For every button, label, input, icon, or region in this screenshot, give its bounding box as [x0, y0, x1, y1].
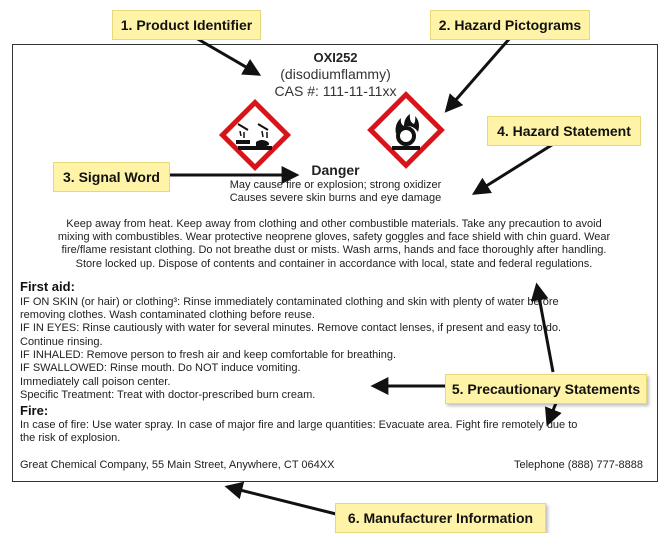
arrow-hazard-statement: [475, 143, 555, 193]
first-aid-line: Immediately call poison center.: [20, 376, 171, 388]
label-hazard-statement: 4. Hazard Statement: [487, 116, 641, 146]
product-chemical: (disodiumflammy): [280, 66, 391, 82]
hazard-statement-1: May cause fire or explosion; strong oxidizer: [229, 179, 442, 191]
label-precautionary-statements: 5. Precautionary Statements: [445, 374, 647, 404]
precaution-line: fire/flame resistant clothing. Do not breathe dust or mists. Wash arms, hands and face thoroughly after handling.: [61, 244, 607, 256]
first-aid-line: IF SWALLOWED: Rinse mouth. Do NOT induce vomiting.: [20, 362, 301, 374]
manufacturer-address: Great Chemical Company, 55 Main Street, Anywhere, CT 064XX: [20, 459, 335, 471]
first-aid-heading: First aid:: [20, 279, 75, 294]
first-aid-line: removing clothes. Wash contaminated clothing before reuse.: [20, 309, 315, 321]
product-name: OXI252: [313, 50, 358, 65]
hazard-statement-2: Causes severe skin burns and eye damage: [229, 192, 442, 204]
fire-line: the risk of explosion.: [20, 432, 121, 444]
arrow-precaution-up: [537, 286, 553, 372]
arrow-manufacturer: [228, 487, 336, 514]
label-manufacturer-information: 6. Manufacturer Information: [335, 503, 546, 533]
product-cas: CAS #: 111-11-11xx: [274, 83, 397, 99]
label-signal-word: 3. Signal Word: [53, 162, 170, 192]
fire-heading: Fire:: [20, 403, 49, 418]
first-aid-line: Continue rinsing.: [20, 336, 103, 348]
manufacturer-phone: Telephone (888) 777-8888: [513, 459, 643, 471]
label-product-identifier: 1. Product Identifier: [112, 10, 261, 40]
arrow-product-identifier: [196, 38, 258, 74]
label-hazard-pictograms: 2. Hazard Pictograms: [430, 10, 590, 40]
first-aid-line: IF IN EYES: Rinse cautiously with water for several minutes. Remove contact lenses, if present and easy to do.: [20, 322, 562, 334]
first-aid-line: Specific Treatment: Treat with doctor-prescribed burn cream.: [20, 389, 316, 401]
precaution-line: Store locked up. Dispose of contents and container in accordance with local, state and federal regulations.: [75, 258, 593, 270]
first-aid-line: IF ON SKIN (or hair) or clothing³: Rinse immediately contaminated clothing and skin with plenty of water before: [20, 296, 559, 308]
precaution-line: Keep away from heat. Keep away from clothing and other combustible materials. Take any precaution to avoid: [66, 218, 602, 230]
first-aid-line: IF INHALED: Remove person to fresh air and keep comfortable for breathing.: [20, 349, 397, 361]
arrow-hazard-pictograms: [447, 38, 510, 110]
fire-line: In case of fire: Use water spray. In case of major fire and large quantities: Evacuate area. Fight fire remotely due to: [20, 419, 578, 431]
precaution-line: mixing with combustibles. Wear protective neoprene gloves, safety goggles and face shield with chin guard. Wear: [57, 231, 611, 243]
signal-word: Danger: [311, 162, 360, 178]
